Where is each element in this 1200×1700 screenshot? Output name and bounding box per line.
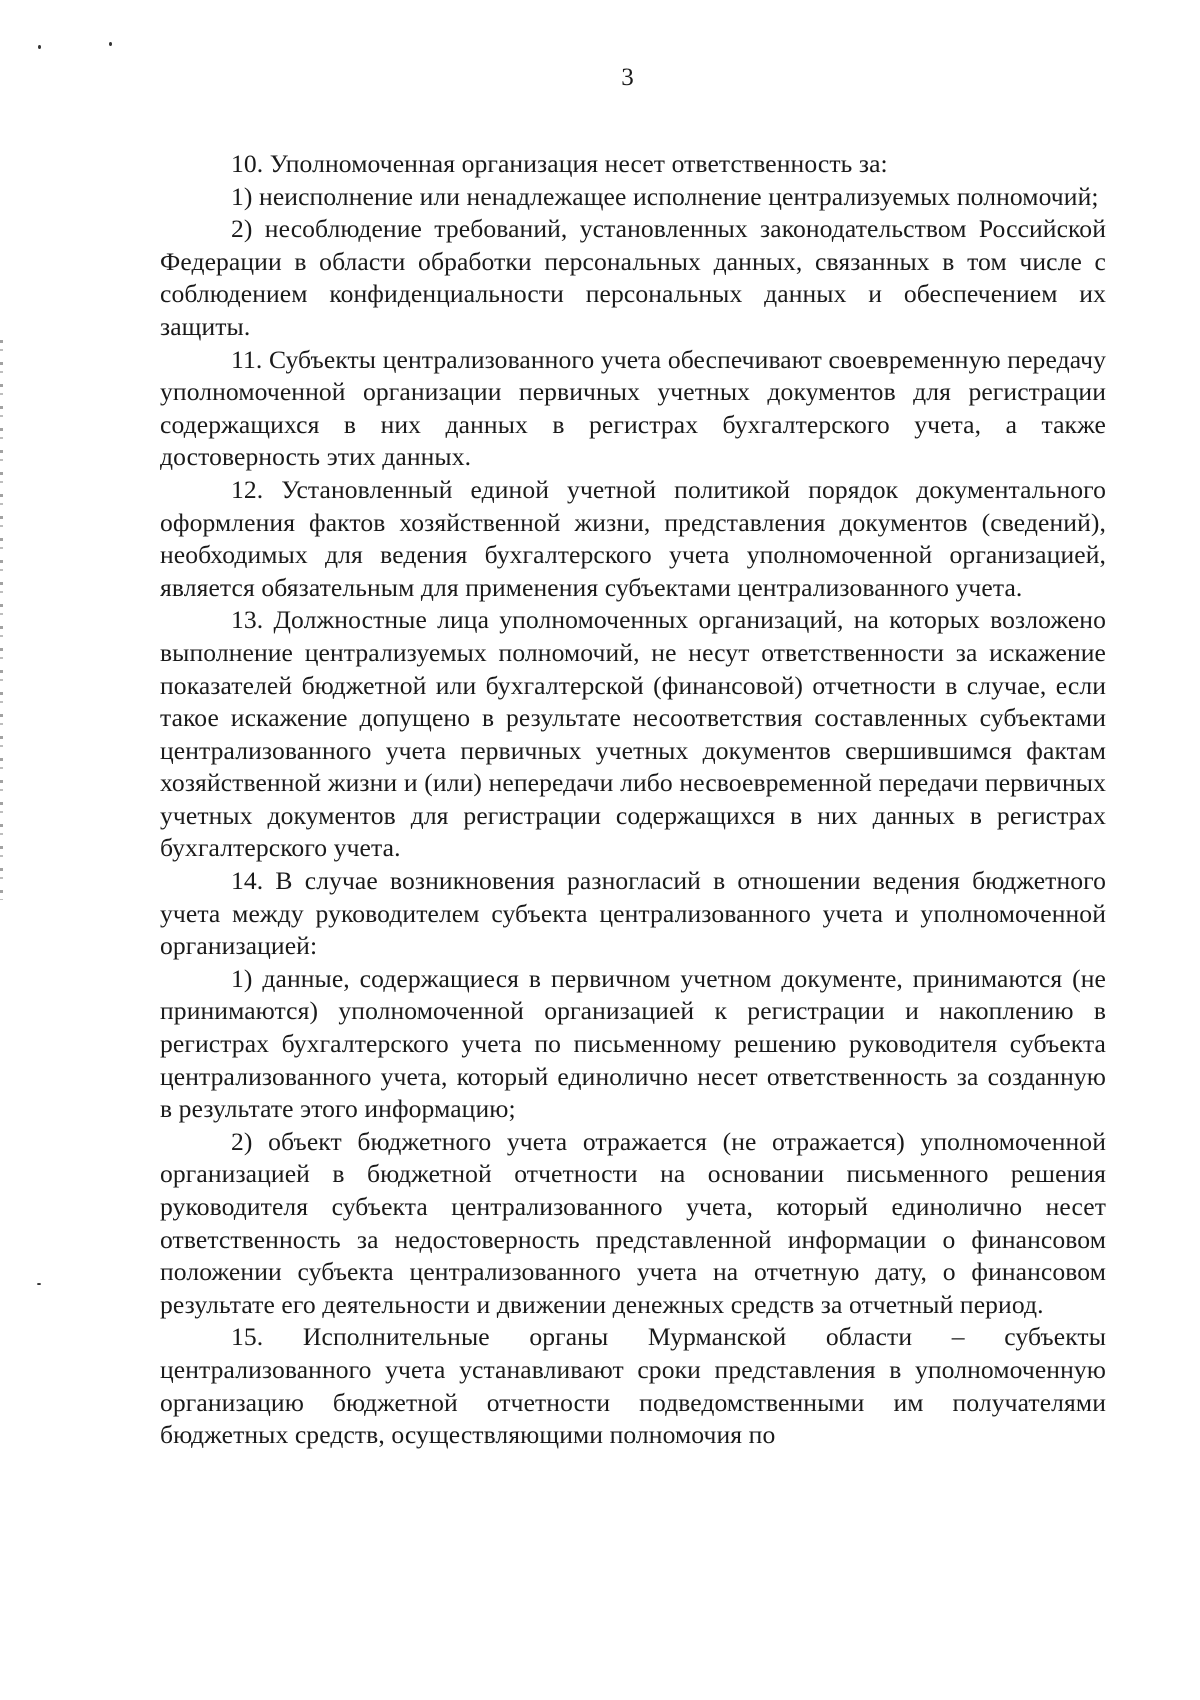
paragraph-14: 14. В случае возникновения разногласий в отношении ведения бюджетного учета между руководителем субъекта централизованного учета и уполномоченной организацией: bbox=[160, 866, 1106, 961]
paragraph-14-item-1: 1) данные, содержащиеся в первичном учетном документе, принимаются (не принимаются) уполномоченной организацией к регистрации и накоплению в регистрах бухгалтерского учета по письменному решению руководителя субъекта централизованного учета, который единолично несет ответственность за созданную в результате этого информацию; bbox=[160, 963, 1106, 1124]
page-number: 3 bbox=[621, 64, 634, 91]
paragraph-13: 13. Должностные лица уполномоченных организаций, на которых возложено выполнение централизуемых полномочий, не несут ответственности за искажение показателей бюджетной или бухгалтерской (финансовой) отчетности в случае, если такое искажение допущено в результате несоответствия составленных субъектами централизованного учета первичных учетных документов свершившимся фактам хозяйственной жизни и (или) непередачи либо несвоевременной передачи первичных учетных документов для регистрации содержащихся в них данных в регистрах бухгалтерского учета. bbox=[160, 605, 1106, 863]
paragraph-12: 12. Установленный единой учетной политикой порядок документального оформления фактов хозяйственной жизни, представления документов (сведений), необходимых для ведения бухгалтерского учета уполномоченной организацией, является обязательным для применения субъектами централизованного учета. bbox=[160, 474, 1106, 602]
paragraph-15: 15. Исполнительные органы Мурманской области – субъекты централизованного учета устанавливают сроки представления в уполномоченную организацию бюджетной отчетности подведомственными им получателями бюджетных средств, осуществляющими полномочия по bbox=[160, 1322, 1106, 1450]
paragraph-14-item-2: 2) объект бюджетного учета отражается (не отражается) уполномоченной организацией в бюджетной отчетности на основании письменного решения руководителя субъекта централизованного учета, который единолично несет ответственность за недостоверность представленной информации о финансовом положении субъекта централизованного учета на отчетную дату, о финансовом результате его деятельности и движении денежных средств за отчетный период. bbox=[160, 1126, 1106, 1319]
scan-speck bbox=[38, 45, 41, 49]
paragraph-10-item-2: 2) несоблюдение требований, установленных законодательством Российской Федерации в области обработки персональных данных, связанных в том числе с соблюдением конфиденциальности персональных данных и обеспечением их защиты. bbox=[160, 214, 1106, 341]
scan-speck bbox=[109, 42, 112, 46]
scan-speck bbox=[37, 1283, 41, 1285]
scan-binding-edge bbox=[0, 340, 3, 900]
document-body bbox=[160, 148, 1106, 1452]
paragraph-10: 10. Уполномоченная организация несет ответственность за: bbox=[231, 149, 888, 178]
paragraph-10-item-1: 1) неисполнение или ненадлежащее исполнение централизуемых полномочий; bbox=[231, 181, 1099, 211]
paragraph-11: 11. Субъекты централизованного учета обеспечивают своевременную передачу уполномоченной организации первичных учетных документов для регистрации содержащихся в них данных в регистрах бухгалтерского учета, а также достоверность этих данных. bbox=[160, 344, 1106, 472]
